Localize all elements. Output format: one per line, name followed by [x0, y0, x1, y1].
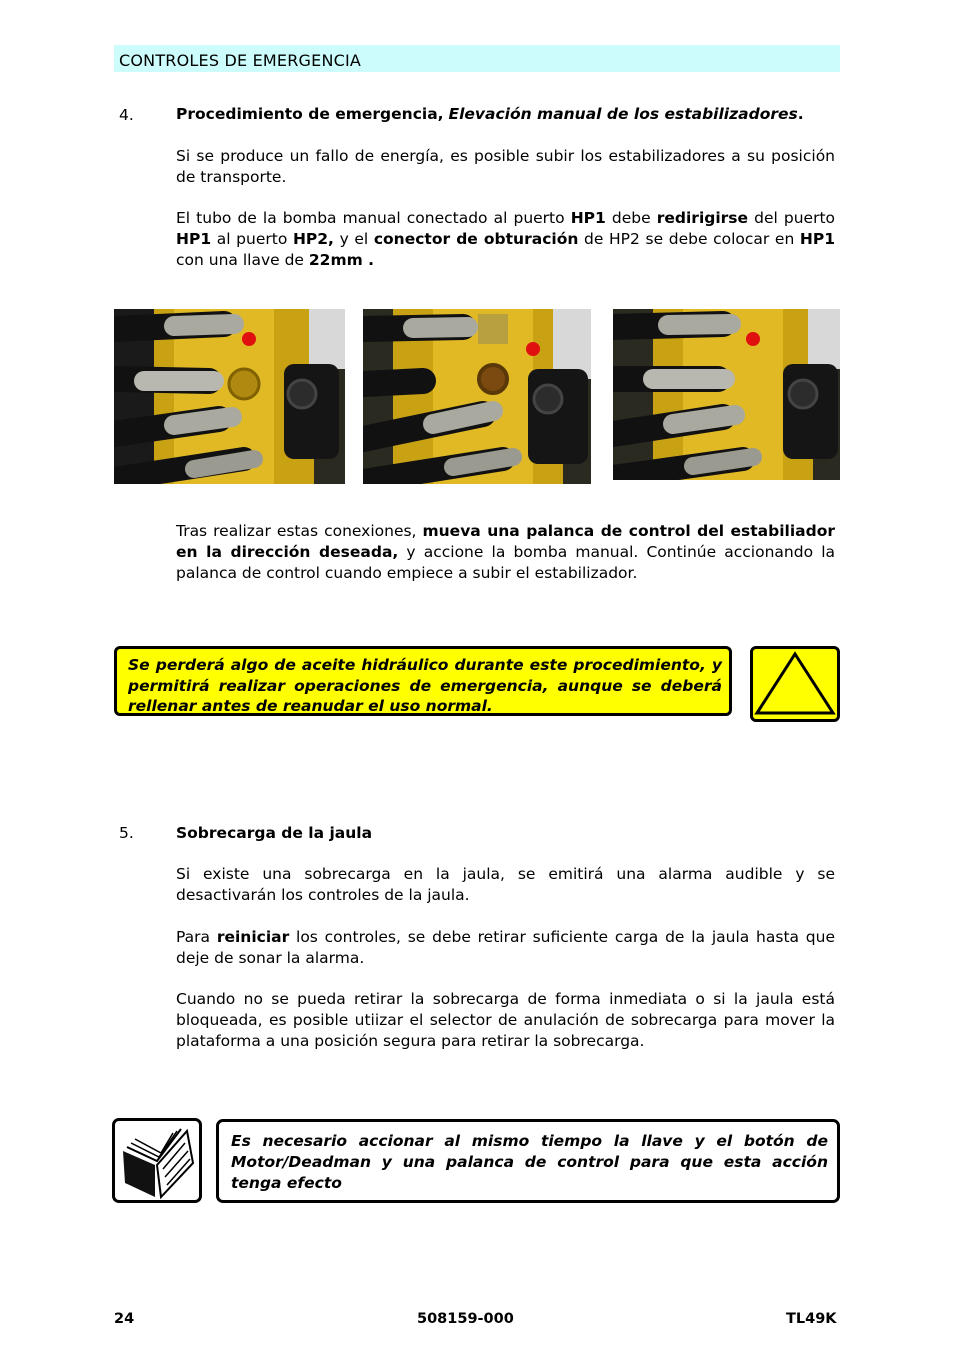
- bold-span: redirigirse: [656, 209, 749, 227]
- hydraulic-photo-3: [613, 309, 840, 480]
- text-span: los controles, se debe retirar suficiente carga de la jaula hasta que deje de sonar la alarma.: [176, 928, 835, 967]
- note-box: [216, 1119, 840, 1203]
- section-4-para-3: [176, 521, 835, 584]
- warning-icon-box: [750, 646, 840, 722]
- text-span: Tras realizar estas conexiones,: [176, 522, 423, 540]
- note-text: Es necesario accionar al mismo tiempo la llave y el botón de Motor/Deadman y una palanca de control para que esta acción tenga efecto: [231, 1132, 828, 1192]
- section-5-title: Sobrecarga de la jaula: [176, 824, 373, 842]
- open-book-icon: [115, 1121, 199, 1200]
- text-span: de HP2 se debe colocar en: [578, 230, 800, 248]
- section-4-para-2: [176, 208, 835, 271]
- text-span: debe: [605, 209, 657, 227]
- section-4-title-italic: Elevación manual de los estabilizadores: [448, 105, 798, 123]
- warning-box: [114, 646, 732, 716]
- section-4-number: 4.: [119, 106, 134, 124]
- warning-text: Se perderá algo de aceite hidráulico durante este procedimiento, y permitirá realizar operaciones de emergencia, aunque se deberá rellenar antes de reanudar el uso normal.: [128, 656, 722, 715]
- section-4-title-bold: Procedimiento de emergencia,: [176, 105, 444, 123]
- hydraulic-photo-1: [114, 309, 345, 484]
- text-span: con una llave de: [176, 251, 309, 269]
- text-span: del puerto: [748, 209, 836, 227]
- section-5-para-3: Cuando no se pueda retirar la sobrecarga de forma inmediata o si la jaula está bloqueada, es posible utiizar el selector de anulación de sobrecarga para mover la plataforma a una posición segura para retirar la sobrecarga.: [176, 990, 835, 1050]
- document-number: 508159-000: [417, 1311, 514, 1327]
- manual-icon-box: [112, 1118, 202, 1203]
- warning-triangle-icon: [753, 649, 837, 719]
- bold-span: reiniciar: [216, 928, 290, 946]
- text-span: y el: [333, 230, 374, 248]
- section-5-para-2: [176, 927, 835, 969]
- section-header-bar: [114, 45, 840, 72]
- text-span: y accione la bomba manual. Continúe accionando la palanca de control cuando empiece a subir el estabilizador.: [176, 543, 835, 582]
- section-4-title: [176, 104, 835, 125]
- hydraulic-photo-2: [363, 309, 591, 484]
- text-span: El tubo de la bomba manual conectado al puerto: [176, 209, 571, 227]
- section-5-number: 5.: [119, 824, 134, 842]
- bold-span: HP1: [799, 230, 836, 248]
- bold-span: HP2,: [292, 230, 334, 248]
- bold-span: HP1: [570, 209, 606, 227]
- text-span: al puerto: [211, 230, 293, 248]
- bold-span: mueva una palanca de control del estabiliador en la dirección deseada,: [176, 522, 835, 561]
- page-number: 24: [114, 1311, 135, 1327]
- section-5-para-1: Si existe una sobrecarga en la jaula, se emitirá una alarma audible y se desactivarán los controles de la jaula.: [176, 865, 835, 904]
- bold-span: conector de obturación: [373, 230, 579, 248]
- section-4-para-1: Si se produce un fallo de energía, es posible subir los estabilizadores a su posición de transporte.: [176, 147, 835, 186]
- section-header-title: CONTROLES DE EMERGENCIA: [119, 51, 362, 70]
- bold-span: HP1: [176, 230, 212, 248]
- bold-span: 22mm .: [308, 251, 375, 269]
- section-4-title-end: .: [797, 105, 804, 123]
- model-name: TL49K: [786, 1311, 837, 1327]
- text-span: Para: [176, 928, 217, 946]
